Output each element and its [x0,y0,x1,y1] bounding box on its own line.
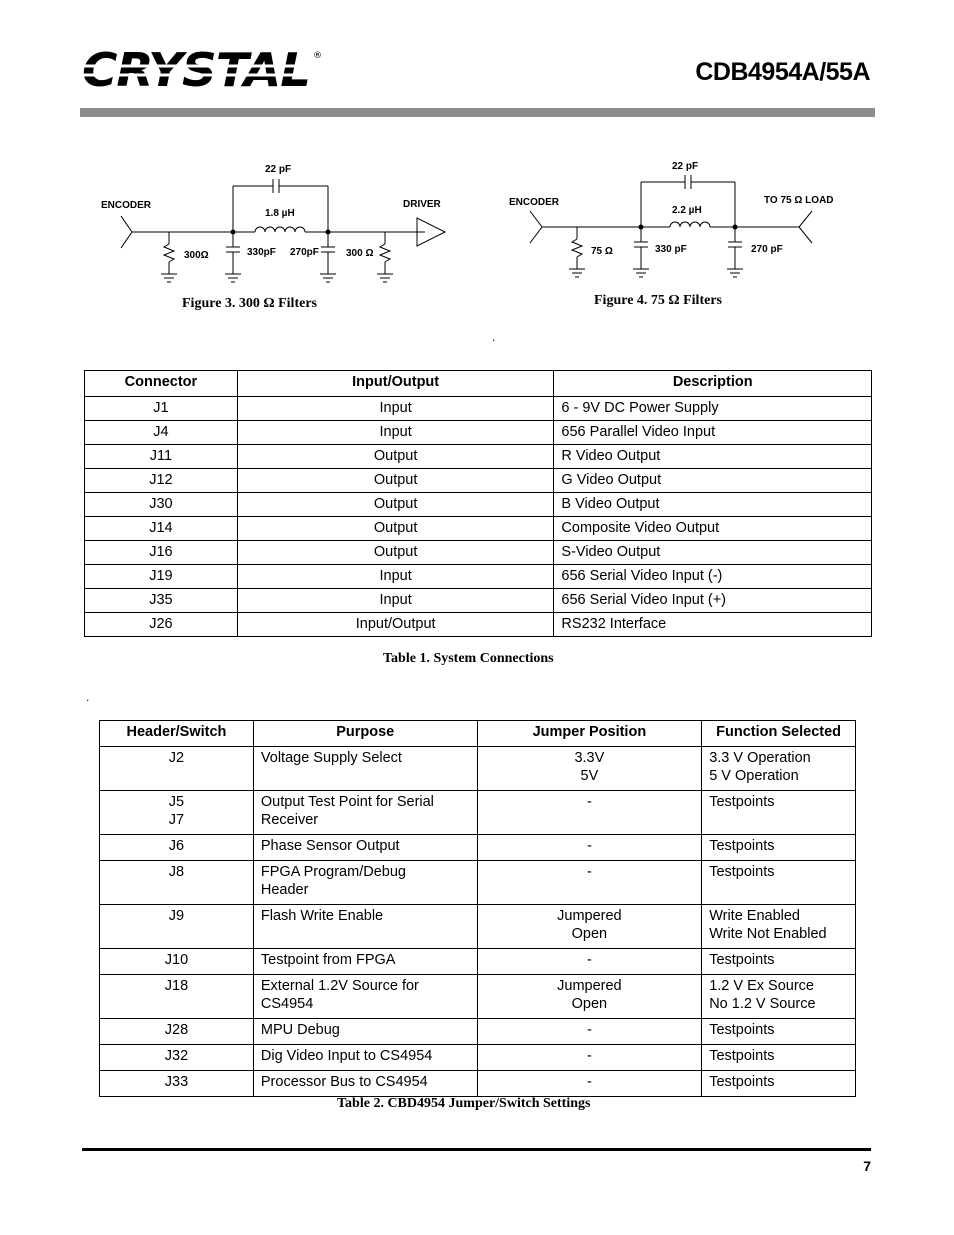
table1-cell: R Video Output [554,445,872,469]
table2-cell-line: 5 V Operation [709,768,799,784]
table2-cell-purpose [253,861,477,905]
table1-cell: Output [237,517,554,541]
table1-cell: J12 [85,469,238,493]
table1-cell: Output [237,541,554,565]
table2-cell-line: Write Enabled [709,908,800,924]
table2-cell-line: Open [571,926,608,942]
table2-cell-line: J18 [164,978,189,994]
table1-row [85,565,872,589]
table1-cell: Input [237,565,554,589]
table2-header-cell: Purpose [253,721,477,747]
table2-cell-header [100,1071,254,1097]
table2-cell-position [477,791,702,835]
table2-cell-header [100,905,254,949]
table2-cell-function [702,975,856,1019]
table2-cell-line: 1.2 V Ex Source [709,978,814,994]
table2-cell-line: Testpoints [709,794,775,810]
table2-cell-line: - [586,864,592,880]
table2-cell-function [702,1071,856,1097]
table2-cell-line: - [586,838,592,854]
table1-cell: 6 - 9V DC Power Supply [554,397,872,421]
table1-row [85,469,872,493]
table2-cell-line: J2 [168,750,185,766]
table2-cell-function [702,747,856,791]
fig4-cap1-label: 330 pF [655,244,687,255]
table2-cell-line: Open [571,996,608,1012]
table2-header-cell: Jumper Position [477,721,702,747]
figure-3-caption: Figure 3. 300 Ω Filters [182,296,317,311]
table2-row [100,975,856,1019]
fig3-cap-top-label: 22 pF [265,164,292,175]
table1-cell: J11 [85,445,238,469]
table2-cell-line: 5V [580,768,599,784]
table2-cell-line: - [586,1022,592,1038]
table2-cell-purpose [253,949,477,975]
table2-cell-line: J9 [168,908,185,924]
table2-cell-line: MPU Debug [260,1022,340,1038]
table2-header-cell: Header/Switch [100,721,254,747]
table1-header-cell: Description [554,371,872,397]
jumper-switch-settings-table [99,720,856,1097]
crystal-logo [80,44,325,97]
logo-wordmark: CRYSTAL [82,44,310,92]
table2-cell-line: J6 [168,838,185,854]
table1-cell: Composite Video Output [554,517,872,541]
table1-header-cell: Input/Output [237,371,554,397]
table2-cell-header [100,1045,254,1071]
table2-cell-position [477,1019,702,1045]
table2-cell-line: J32 [164,1048,189,1064]
table2-cell-line: Testpoint from FPGA [260,952,396,968]
table1-cell: J14 [85,517,238,541]
table2-cell-line: No 1.2 V Source [709,996,816,1012]
table2-cell-function [702,949,856,975]
table1-cell: RS232 Interface [554,613,872,637]
table2-cell-line: 3.3V [574,750,605,766]
table2-row [100,1019,856,1045]
table2-cell-line: Jumpered [557,978,622,994]
footer-rule [82,1148,871,1151]
table2-row [100,861,856,905]
table2-cell-purpose [253,975,477,1019]
table2-cell-line: J5 [168,794,185,810]
table2-cell-function [702,905,856,949]
table2-cell-line: - [586,1048,592,1064]
stray-dot: . [492,330,496,344]
table2-cell-position [477,1071,702,1097]
table2-cell-header [100,835,254,861]
table2-cell-function [702,835,856,861]
table2-cell-function [702,791,856,835]
table2-cell-line: - [586,794,592,810]
table2-cell-line: Flash Write Enable [260,908,384,924]
table2-cell-line: Testpoints [709,952,775,968]
table-2-caption: Table 2. CBD4954 Jumper/Switch Settings [337,1096,591,1111]
table1-row [85,541,872,565]
table2-cell-purpose [253,791,477,835]
table2-cell-line: Voltage Supply Select [260,750,402,766]
system-connections-table [84,370,872,637]
table2-cell-line: J8 [168,864,185,880]
table2-cell-line: Dig Video Input to CS4954 [260,1048,433,1064]
table2-row [100,949,856,975]
header-rule [80,108,875,117]
table2-cell-header [100,747,254,791]
table2-cell-position [477,835,702,861]
table1-cell: Input [237,589,554,613]
stray-dot: . [86,690,90,704]
table2-row [100,1045,856,1071]
fig3-inductor-label: 1.8 µH [265,208,295,219]
table2-cell-line: Jumpered [557,908,622,924]
table2-cell-position [477,747,702,791]
table2-row [100,835,856,861]
table1-row [85,397,872,421]
table1-cell: G Video Output [554,469,872,493]
table2-cell-function [702,1019,856,1045]
fig3-cap2-label: 270pF [290,247,319,258]
registered-mark: ® [313,51,322,61]
table1-row [85,421,872,445]
table2-cell-line: CS4954 [260,996,314,1012]
table2-cell-line: Testpoints [709,838,775,854]
table1-cell: J30 [85,493,238,517]
table1-cell: Output [237,469,554,493]
table2-cell-header [100,975,254,1019]
fig4-load-label: TO 75 Ω LOAD [764,195,834,206]
table1-cell: B Video Output [554,493,872,517]
table2-cell-line: Write Not Enabled [709,926,827,942]
table1-header-cell: Connector [85,371,238,397]
table2-cell-header [100,791,254,835]
table-1-caption: Table 1. System Connections [383,651,554,666]
table2-cell-position [477,975,702,1019]
table2-cell-header [100,949,254,975]
table2-cell-line: Header [260,882,309,898]
fig4-resistor-label: 75 Ω [591,246,613,257]
fig3-resistor-left-label: 300Ω [184,250,209,261]
table2-cell-line: Output Test Point for Serial [260,794,434,810]
fig4-encoder-label: ENCODER [509,197,560,208]
table1-cell: Input [237,397,554,421]
table1-row [85,517,872,541]
fig4-cap-top-label: 22 pF [672,161,699,172]
figure-3-schematic [95,158,455,298]
document-title: CDB4954A/55A [695,58,870,86]
table1-cell: J1 [85,397,238,421]
table1-cell: S-Video Output [554,541,872,565]
table2-cell-purpose [253,905,477,949]
table2-cell-function [702,1045,856,1071]
table2-cell-position [477,949,702,975]
table2-cell-position [477,905,702,949]
table2-cell-purpose [253,747,477,791]
table2-cell-line: J28 [164,1022,189,1038]
table2-cell-line: J10 [164,952,189,968]
table1-cell: Output [237,445,554,469]
table1-cell: 656 Parallel Video Input [554,421,872,445]
table2-cell-position [477,1045,702,1071]
fig3-encoder-label: ENCODER [101,200,152,211]
table2-cell-line: - [586,1074,592,1090]
table2-cell-line: 3.3 V Operation [709,750,811,766]
table2-cell-purpose [253,1045,477,1071]
table1-cell: Input/Output [237,613,554,637]
table1-row [85,493,872,517]
table2-row [100,905,856,949]
table1-cell: J16 [85,541,238,565]
fig4-cap2-label: 270 pF [751,244,783,255]
fig3-driver-label: DRIVER [403,199,441,210]
figure-4-schematic [503,155,853,295]
table2-row [100,791,856,835]
table1-cell: J26 [85,613,238,637]
fig4-inductor-label: 2.2 µH [672,205,702,216]
table2-row [100,747,856,791]
table2-row [100,1071,856,1097]
table1-cell: Input [237,421,554,445]
table2-cell-line: Receiver [260,812,319,828]
table2-cell-line: J33 [164,1074,189,1090]
table2-cell-line: - [586,952,592,968]
table2-cell-purpose [253,1071,477,1097]
table2-cell-line: Testpoints [709,1074,775,1090]
table2-header-cell: Function Selected [702,721,856,747]
table2-cell-position [477,861,702,905]
table2-cell-purpose [253,835,477,861]
table1-row [85,613,872,637]
table2-cell-line: J7 [168,812,185,828]
page-number: 7 [863,1158,871,1174]
table2-cell-line: Testpoints [709,1022,775,1038]
table1-row [85,445,872,469]
table2-cell-line: Phase Sensor Output [260,838,400,854]
table1-cell: J19 [85,565,238,589]
table2-cell-line: External 1.2V Source for [260,978,419,994]
table2-cell-line: Testpoints [709,1048,775,1064]
table2-cell-line: Testpoints [709,864,775,880]
table2-cell-function [702,861,856,905]
table2-cell-line: Processor Bus to CS4954 [260,1074,428,1090]
figure-4-caption: Figure 4. 75 Ω Filters [594,293,722,308]
table2-cell-header [100,1019,254,1045]
table1-cell: 656 Serial Video Input (-) [554,565,872,589]
table2-cell-header [100,861,254,905]
table1-row [85,589,872,613]
fig3-resistor-right-label: 300 Ω [346,248,374,259]
table2-cell-purpose [253,1019,477,1045]
table1-cell: Output [237,493,554,517]
table2-cell-line: FPGA Program/Debug [260,864,406,880]
table1-cell: J35 [85,589,238,613]
fig3-cap1-label: 330pF [247,247,276,258]
table1-cell: J4 [85,421,238,445]
table1-cell: 656 Serial Video Input (+) [554,589,872,613]
